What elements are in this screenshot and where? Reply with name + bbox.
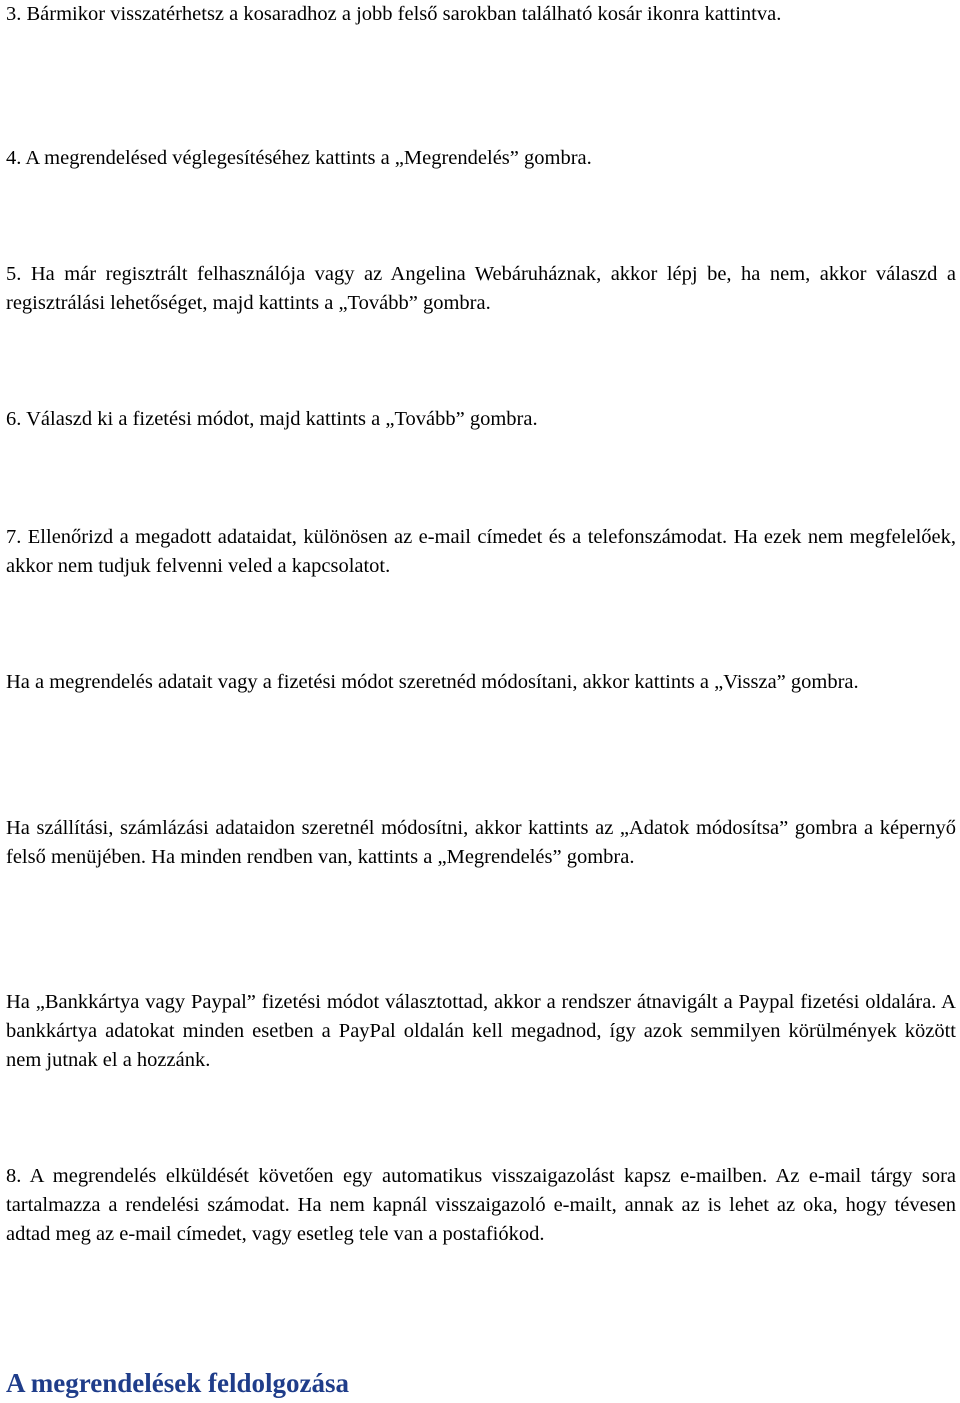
paragraph-modify-order: Ha a megrendelés adatait vagy a fizetési módot szeretnéd módosítani, akkor kattints a „Vissza” gombra. — [6, 671, 859, 693]
paragraph-step-8: 8. A megrendelés elküldését követően egy automatikus visszaigazolást kapsz e-mailben. Az e-mail tárgy sora tartalmazza a rendelési számodat. Ha nem kapnál visszaigazoló e-mailt, annak az is lehet az oka, hogy tévesen adtad meg az e-mail címedet, vagy esetleg tele van a postafiókod. — [6, 1165, 956, 1245]
paragraph-step-3: 3. Bármikor visszatérhetsz a kosaradhoz a jobb felső sarokban található kosár ikonra kattintva. — [6, 3, 782, 25]
paragraph-step-7: 7. Ellenőrizd a megadott adataidat, különösen az e-mail címedet és a telefonszámodat. Ha ezek nem megfelelőek, akkor nem tudjuk felvenni veled a kapcsolatot. — [6, 526, 956, 577]
paragraph-step-4: 4. A megrendelésed véglegesítéséhez kattints a „Megrendelés” gombra. — [6, 147, 592, 169]
section-heading: A megrendelések feldolgozása — [6, 1368, 349, 1398]
paragraph-step-6: 6. Válaszd ki a fizetési módot, majd kattints a „Tovább” gombra. — [6, 408, 538, 430]
paragraph-step-5: 5. Ha már regisztrált felhasználója vagy az Angelina Webáruháznak, akkor lépj be, ha nem, akkor válaszd a regisztrálási lehetőséget, majd kattints a „Tovább” gombra. — [6, 263, 956, 314]
paragraph-modify-address: Ha szállítási, számlázási adataidon szeretnél módosítni, akkor kattints az „Adatok módosítsa” gombra a képernyő felső menüjében. Ha minden rendben van, kattints a „Megrendelés” gombra. — [6, 817, 956, 868]
paragraph-payment-paypal: Ha „Bankkártya vagy Paypal” fizetési módot választottad, akkor a rendszer átnavigált a Paypal fizetési oldalára. A bankkártya adatokat minden esetben a PayPal oldalán kell megadnod, így azok semmilyen körülmények között nem jutnak el a hozzánk. — [6, 991, 956, 1071]
